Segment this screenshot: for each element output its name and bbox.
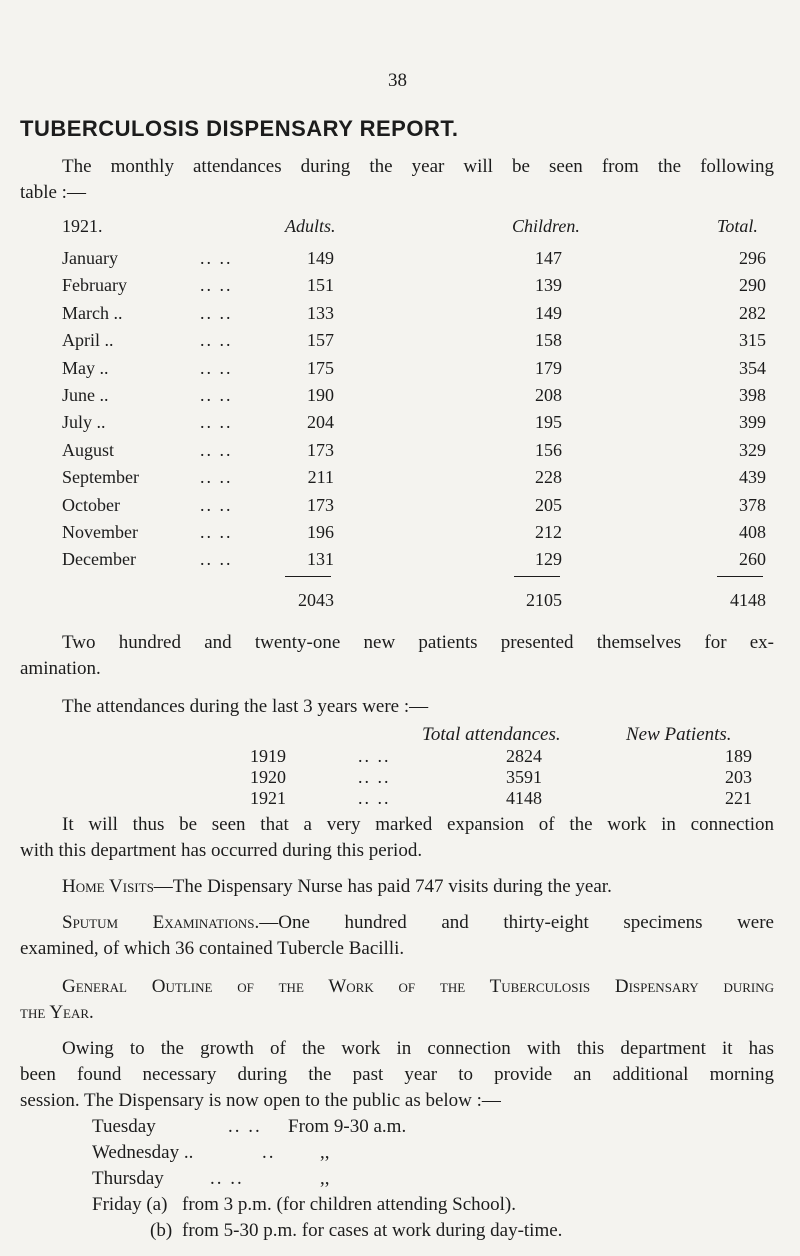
children-total-rule xyxy=(514,576,560,577)
children-cell: 149 xyxy=(535,303,562,323)
children-cell: 195 xyxy=(535,412,562,432)
intro-line-1: The monthly attendances during the year will be seen from the following xyxy=(62,156,774,177)
outline-line-3: session. The Dispensary is now open to the public as below :— xyxy=(20,1090,501,1111)
sputum-heading: Sputum Examinations. xyxy=(62,912,260,933)
month-cell: July .. xyxy=(62,412,106,432)
leader-dots: .. .. xyxy=(200,467,233,487)
schedule-tuesday-day: Tuesday xyxy=(92,1116,156,1137)
leader-dots: .. .. xyxy=(358,767,391,787)
leader-dots: .. .. xyxy=(200,275,233,295)
schedule-friday-a-label: Friday (a) xyxy=(92,1194,168,1215)
adults-cell: 204 xyxy=(307,412,334,432)
children-cell: 147 xyxy=(535,248,562,268)
total-cell: 354 xyxy=(739,358,766,378)
schedule-wednesday-ditto: ,, xyxy=(320,1142,330,1163)
outline-heading-line-2: the Year. xyxy=(20,1002,94,1023)
year-cell: 1921 xyxy=(250,788,286,808)
sputum-paragraph xyxy=(62,908,774,937)
adults-cell: 196 xyxy=(307,522,334,542)
leader-dots: .. .. xyxy=(358,746,391,766)
report-title: TUBERCULOSIS DISPENSARY REPORT. xyxy=(20,116,459,141)
leader-dots: .. .. xyxy=(200,495,233,515)
adults-cell: 190 xyxy=(307,385,334,405)
schedule-thursday-ditto: ,, xyxy=(320,1168,330,1189)
month-cell: May .. xyxy=(62,358,109,378)
three-years-intro: The attendances during the last 3 years were :— xyxy=(62,696,429,717)
total-attendances-cell: 4148 xyxy=(506,788,542,808)
adults-total-rule xyxy=(285,576,331,577)
home-visits-heading: Home Visits xyxy=(62,876,154,897)
total-cell: 260 xyxy=(739,549,766,569)
total-attendances-cell: 2824 xyxy=(506,746,542,766)
total-attendances-cell: 3591 xyxy=(506,767,542,787)
new-patients-cell: 221 xyxy=(725,788,752,808)
intro-line-2: table :— xyxy=(20,182,86,203)
sputum-text: —One hundred and thirty-eight specimens were xyxy=(259,912,774,933)
total-total-rule xyxy=(717,576,763,577)
total-cell: 378 xyxy=(739,495,766,515)
new-patients-line-2: amination. xyxy=(20,658,101,679)
grand-total: 4148 xyxy=(730,590,766,610)
three-years-header-new: New Patients. xyxy=(626,724,732,745)
children-cell: 208 xyxy=(535,385,562,405)
schedule-tuesday-time: From 9-30 a.m. xyxy=(288,1116,407,1137)
three-years-header-total: Total attendances. xyxy=(422,724,561,745)
month-cell: November xyxy=(62,522,138,542)
children-cell: 205 xyxy=(535,495,562,515)
total-cell: 408 xyxy=(739,522,766,542)
adults-cell: 151 xyxy=(307,275,334,295)
schedule-friday-a-text: from 3 p.m. (for children attending School). xyxy=(182,1194,517,1215)
schedule-wednesday-dots: .. xyxy=(262,1142,276,1163)
new-patients-line-1: Two hundred and twenty-one new patients presented themselves for ex- xyxy=(62,632,774,653)
leader-dots: .. .. xyxy=(200,549,233,569)
month-cell: January xyxy=(62,248,118,268)
adults-cell: 173 xyxy=(307,440,334,460)
schedule-thursday-dots: .. .. xyxy=(210,1168,244,1189)
leader-dots: .. .. xyxy=(358,788,391,808)
outline-heading-line-1: General Outline of the Work of the Tuberculosis Dispensary during xyxy=(62,976,774,997)
expansion-line-2: with this department has occurred during this period. xyxy=(20,840,423,861)
total-cell: 296 xyxy=(739,248,766,268)
total-cell: 398 xyxy=(739,385,766,405)
table-header-children: Children. xyxy=(512,216,580,236)
schedule-wednesday-day: Wednesday .. xyxy=(92,1142,194,1163)
outline-line-1: Owing to the growth of the work in connection with this department it has xyxy=(62,1038,774,1059)
home-visits-paragraph xyxy=(62,872,612,901)
month-cell: September xyxy=(62,467,139,487)
total-cell: 439 xyxy=(739,467,766,487)
children-total: 2105 xyxy=(526,590,562,610)
new-patients-cell: 189 xyxy=(725,746,752,766)
home-visits-text: —The Dispensary Nurse has paid 747 visits during the year. xyxy=(153,876,612,897)
adults-cell: 211 xyxy=(307,467,334,487)
adults-cell: 173 xyxy=(307,495,334,515)
adults-cell: 157 xyxy=(307,330,334,350)
month-cell: June .. xyxy=(62,385,109,405)
total-cell: 329 xyxy=(739,440,766,460)
adults-cell: 133 xyxy=(307,303,334,323)
month-cell: March .. xyxy=(62,303,123,323)
year-cell: 1920 xyxy=(250,767,286,787)
adults-cell: 131 xyxy=(307,549,334,569)
schedule-tuesday-dots: .. .. xyxy=(228,1116,262,1137)
children-cell: 156 xyxy=(535,440,562,460)
children-cell: 158 xyxy=(535,330,562,350)
schedule-friday-b-label: (b) xyxy=(150,1220,173,1241)
month-cell: December xyxy=(62,549,136,569)
schedule-friday-b-text: from 5-30 p.m. for cases at work during day-time. xyxy=(182,1220,563,1241)
page-number: 38 xyxy=(388,70,407,91)
month-cell: October xyxy=(62,495,120,515)
leader-dots: .. .. xyxy=(200,385,233,405)
leader-dots: .. .. xyxy=(200,358,233,378)
leader-dots: .. .. xyxy=(200,248,233,268)
total-cell: 399 xyxy=(739,412,766,432)
sputum-line-2: examined, of which 36 contained Tubercle Bacilli. xyxy=(20,938,405,959)
children-cell: 228 xyxy=(535,467,562,487)
month-cell: August xyxy=(62,440,115,460)
children-cell: 129 xyxy=(535,549,562,569)
month-cell: April .. xyxy=(62,330,114,350)
year-cell: 1919 xyxy=(250,746,286,766)
month-cell: February xyxy=(62,275,127,295)
new-patients-cell: 203 xyxy=(725,767,752,787)
total-cell: 282 xyxy=(739,303,766,323)
adults-cell: 149 xyxy=(307,248,334,268)
children-cell: 212 xyxy=(535,522,562,542)
leader-dots: .. .. xyxy=(200,303,233,323)
leader-dots: .. .. xyxy=(200,440,233,460)
table-header-year: 1921. xyxy=(62,216,103,236)
schedule-thursday-day: Thursday xyxy=(92,1168,164,1189)
leader-dots: .. .. xyxy=(200,522,233,542)
leader-dots: .. .. xyxy=(200,412,233,432)
expansion-line-1: It will thus be seen that a very marked expansion of the work in connection xyxy=(62,814,774,835)
leader-dots: .. .. xyxy=(200,330,233,350)
total-cell: 290 xyxy=(739,275,766,295)
outline-line-2: been found necessary during the past year to provide an additional morning xyxy=(20,1064,774,1085)
table-header-total: Total. xyxy=(717,216,758,236)
children-cell: 139 xyxy=(535,275,562,295)
adults-total: 2043 xyxy=(298,590,334,610)
table-header-adults: Adults. xyxy=(285,216,336,236)
total-cell: 315 xyxy=(739,330,766,350)
children-cell: 179 xyxy=(535,358,562,378)
adults-cell: 175 xyxy=(307,358,334,378)
